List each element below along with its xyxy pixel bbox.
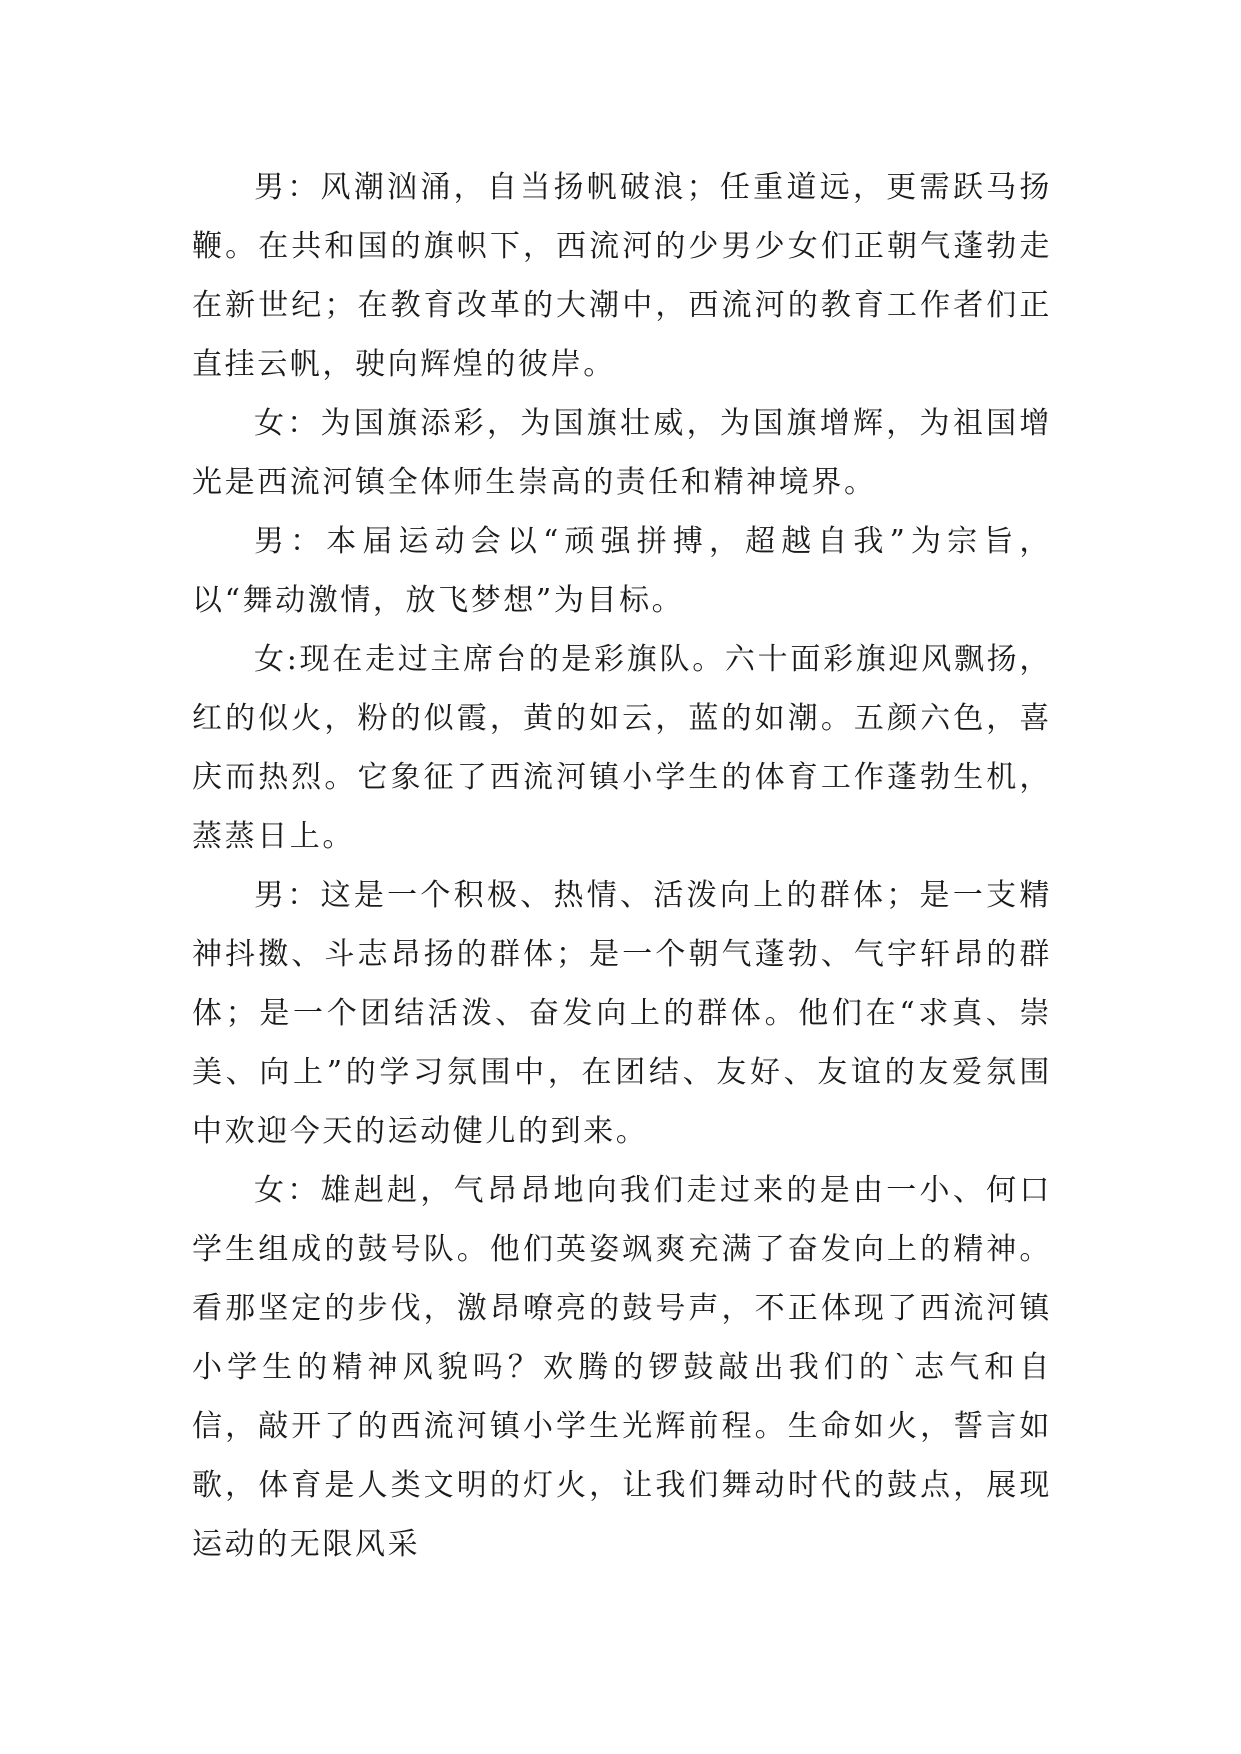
- document-body: [192, 158, 1052, 1574]
- paragraph-5: 男：这是一个积极、热情、活泼向上的群体；是一支精神抖擞、斗志昂扬的群体；是一个朝气蓬勃、气宇轩昂的群体；是一个团结活泼、奋发向上的群体。他们在“求真、崇美、向上”的学习氛围中，在团结、友好、友谊的友爱氛围中欢迎今天的运动健儿的到来。: [192, 878, 1052, 1149]
- paragraph-2: 女：为国旗添彩，为国旗壮威，为国旗增辉，为祖国增光是西流河镇全体师生崇高的责任和精神境界。: [192, 406, 1052, 500]
- paragraph-3: 男：本届运动会以“顽强拼搏，超越自我”为宗旨，以“舞动激情，放飞梦想”为目标。: [192, 524, 1052, 618]
- paragraph-4: 女:现在走过主席台的是彩旗队。六十面彩旗迎风飘扬，红的似火，粉的似霞，黄的如云，蓝的如潮。五颜六色，喜庆而热烈。它象征了西流河镇小学生的体育工作蓬勃生机，蒸蒸日上。: [192, 642, 1052, 854]
- paragraph-6: 女：雄赳赳，气昂昂地向我们走过来的是由一小、何口学生组成的鼓号队。他们英姿飒爽充满了奋发向上的精神。看那坚定的步伐，激昂嘹亮的鼓号声，不正体现了西流河镇小学生的精神风貌吗？欢腾的锣鼓敲出我们的`志气和自信，敲开了的西流河镇小学生光辉前程。生命如火，誓言如歌，体育是人类文明的灯火，让我们舞动时代的鼓点，展现运动的无限风采: [192, 1173, 1052, 1562]
- paragraph-1: 男：风潮汹涌，自当扬帆破浪；任重道远，更需跃马扬鞭。在共和国的旗帜下，西流河的少男少女们正朝气蓬勃走在新世纪；在教育改革的大潮中，西流河的教育工作者们正直挂云帆，驶向辉煌的彼岸。: [192, 170, 1052, 382]
